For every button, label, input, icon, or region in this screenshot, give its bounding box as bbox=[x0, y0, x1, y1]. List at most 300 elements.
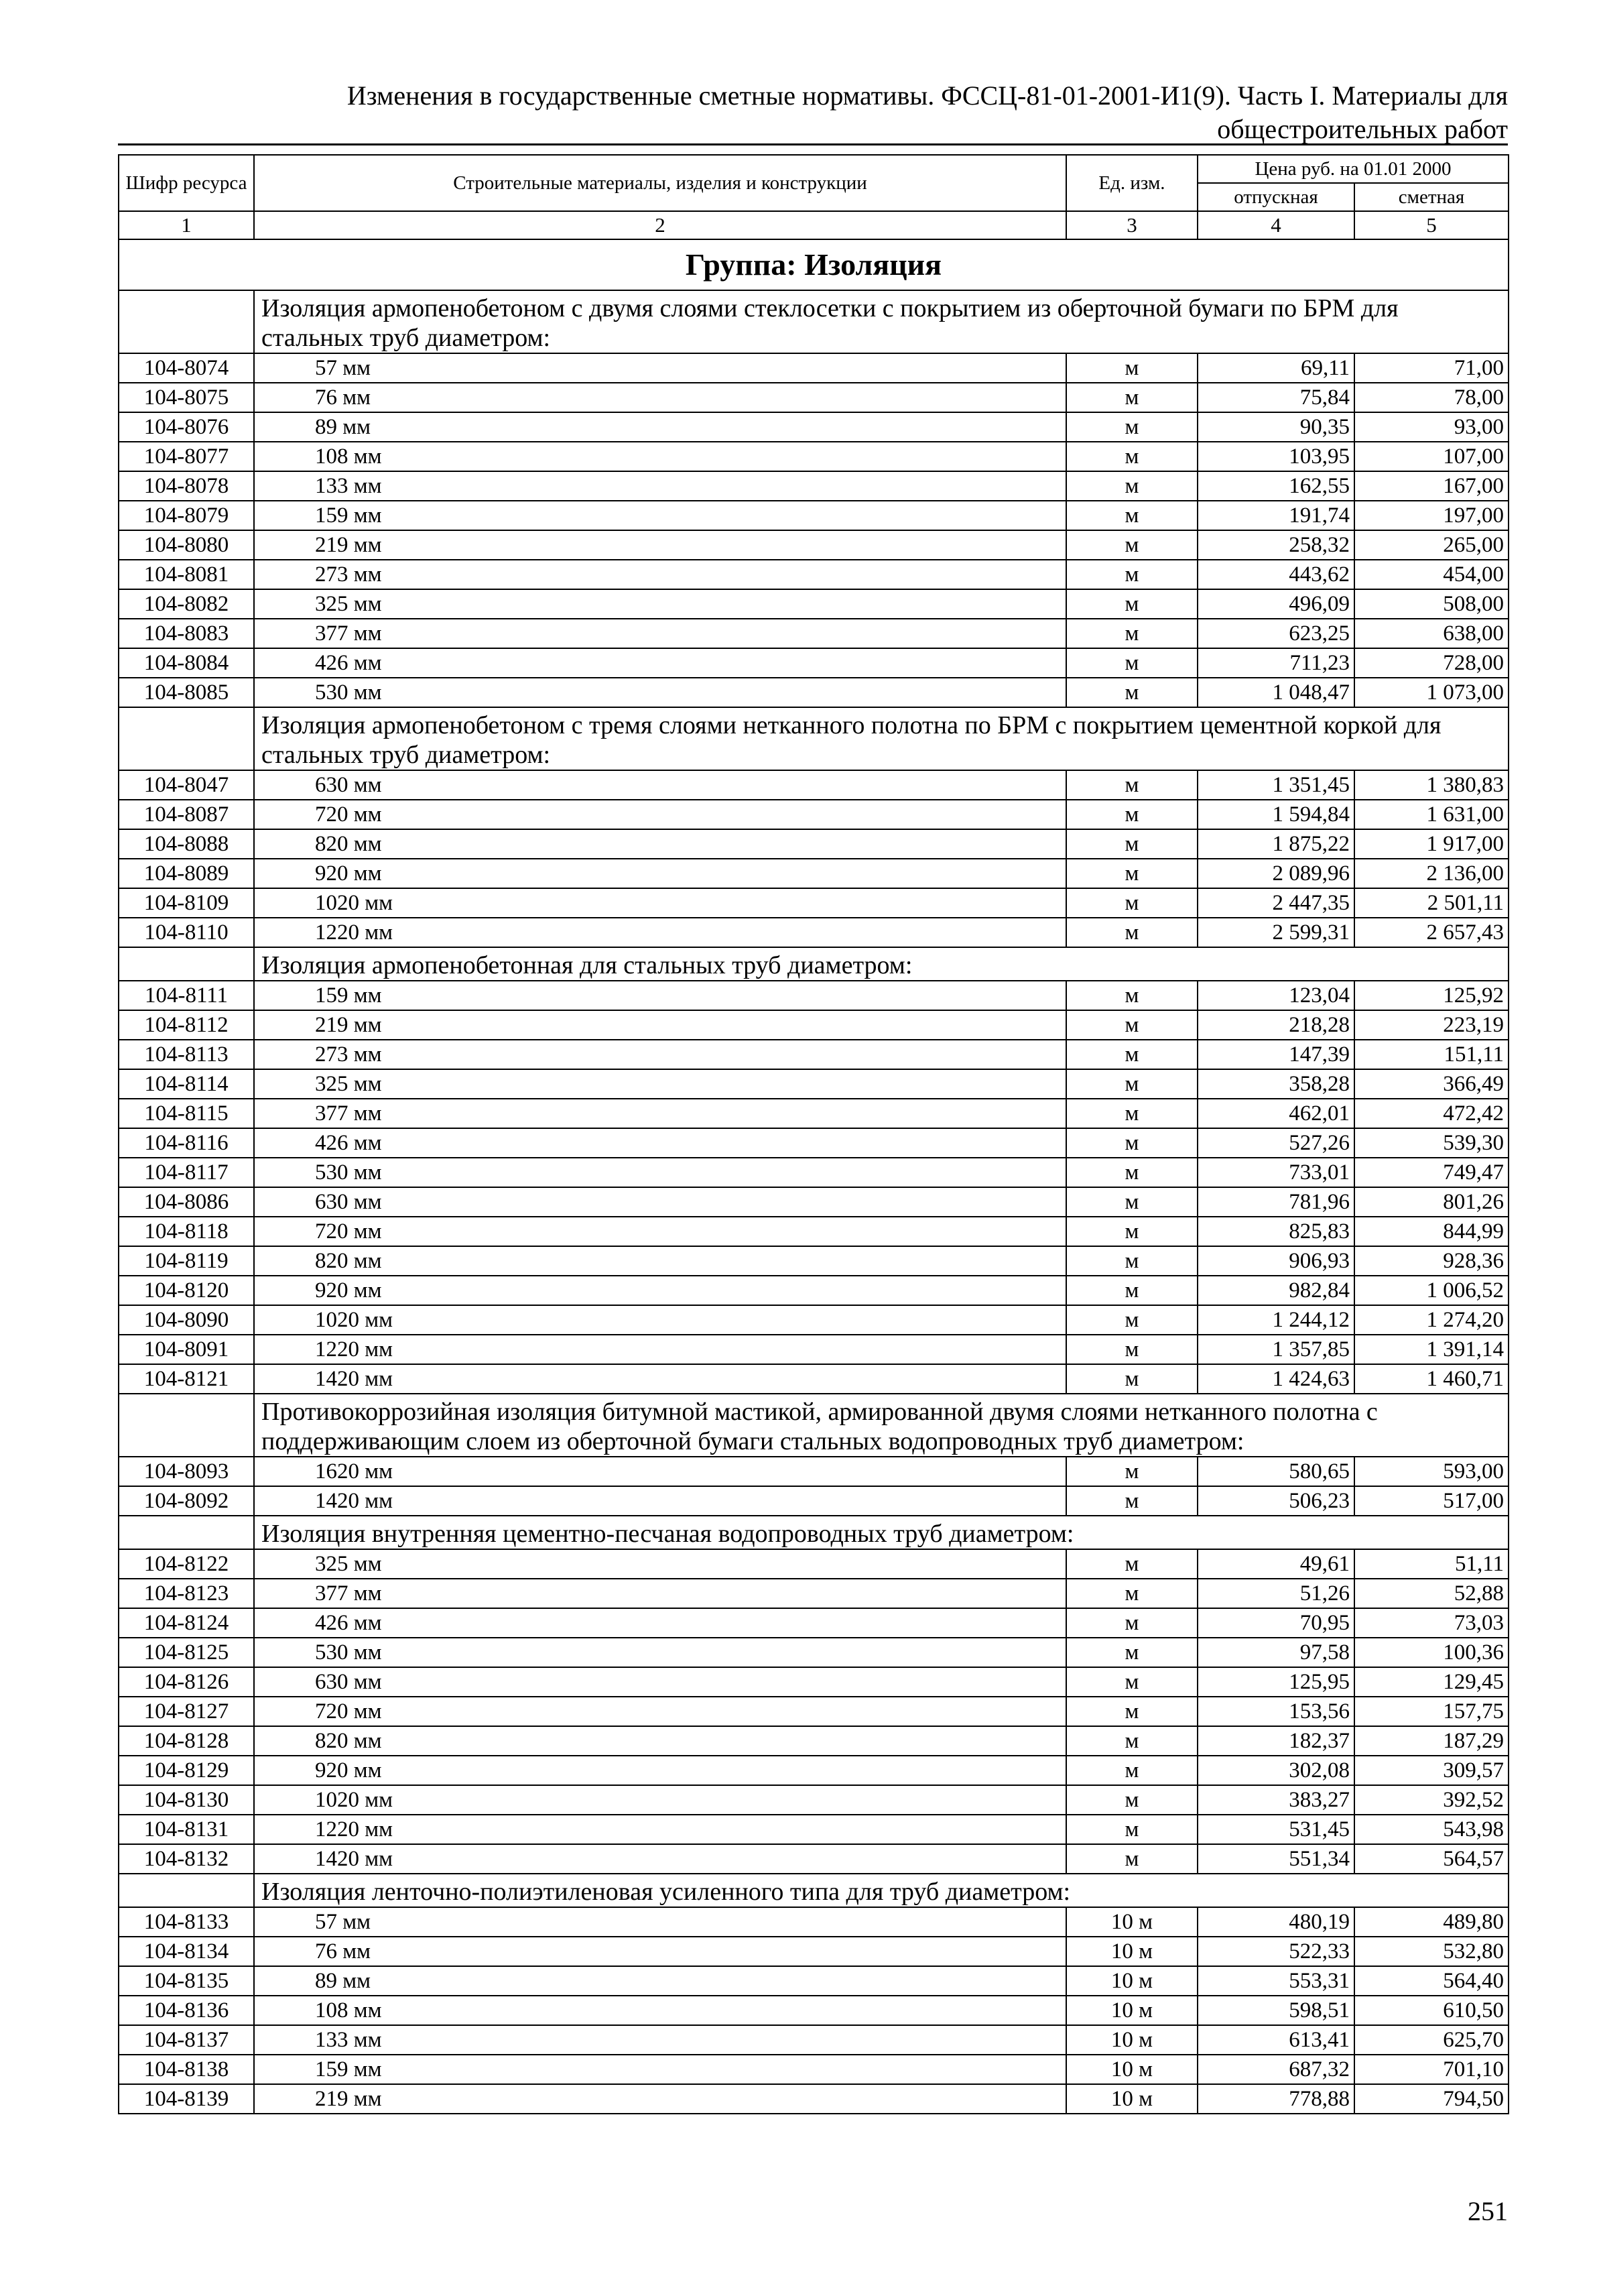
table-row bbox=[119, 1549, 1509, 1579]
row-release-price: 551,34 bbox=[1198, 1844, 1354, 1874]
row-code: 104-8131 bbox=[119, 1815, 254, 1844]
row-release-price: 358,28 bbox=[1198, 1069, 1354, 1099]
row-unit: м bbox=[1066, 1457, 1198, 1486]
row-unit: м bbox=[1066, 1726, 1198, 1756]
row-release-price: 162,55 bbox=[1198, 471, 1354, 501]
table-row bbox=[119, 918, 1509, 947]
section-title: Изоляция ленточно-полиэтиленовая усиленного типа для труб диаметром: bbox=[254, 1874, 1509, 1907]
table-row bbox=[119, 1907, 1509, 1937]
row-code: 104-8134 bbox=[119, 1937, 254, 1966]
row-unit: м bbox=[1066, 1187, 1198, 1217]
header-line-2: общестроительных работ bbox=[1217, 114, 1508, 144]
section-header-row bbox=[119, 1516, 1509, 1549]
row-name: 426 мм bbox=[254, 648, 1066, 678]
row-name: 426 мм bbox=[254, 1608, 1066, 1638]
row-estimate-price: 157,75 bbox=[1354, 1697, 1509, 1726]
row-estimate-price: 1 460,71 bbox=[1354, 1364, 1509, 1394]
row-name: 325 мм bbox=[254, 589, 1066, 619]
table-row bbox=[119, 1697, 1509, 1726]
header-release-price: отпускная bbox=[1198, 183, 1354, 211]
row-release-price: 443,62 bbox=[1198, 560, 1354, 589]
row-release-price: 1 875,22 bbox=[1198, 829, 1354, 859]
row-unit: м bbox=[1066, 1040, 1198, 1069]
row-estimate-price: 532,80 bbox=[1354, 1937, 1509, 1966]
table-row bbox=[119, 1726, 1509, 1756]
row-release-price: 522,33 bbox=[1198, 1937, 1354, 1966]
table-row bbox=[119, 859, 1509, 888]
row-unit: м bbox=[1066, 383, 1198, 412]
table-row bbox=[119, 1667, 1509, 1697]
table-row bbox=[119, 1246, 1509, 1276]
row-release-price: 383,27 bbox=[1198, 1785, 1354, 1815]
row-estimate-price: 489,80 bbox=[1354, 1907, 1509, 1937]
row-code: 104-8076 bbox=[119, 412, 254, 442]
table-row bbox=[119, 1785, 1509, 1815]
row-estimate-price: 125,92 bbox=[1354, 981, 1509, 1010]
page-number: 251 bbox=[1468, 2196, 1508, 2226]
row-code: 104-8114 bbox=[119, 1069, 254, 1099]
table-row bbox=[119, 888, 1509, 918]
row-release-price: 1 048,47 bbox=[1198, 678, 1354, 707]
row-unit: м bbox=[1066, 1785, 1198, 1815]
table-row bbox=[119, 1638, 1509, 1667]
row-name: 76 мм bbox=[254, 1937, 1066, 1966]
row-name: 219 мм bbox=[254, 2084, 1066, 2114]
row-estimate-price: 78,00 bbox=[1354, 383, 1509, 412]
table-row bbox=[119, 471, 1509, 501]
row-name: 530 мм bbox=[254, 1638, 1066, 1667]
row-code: 104-8077 bbox=[119, 442, 254, 471]
section-code-cell bbox=[119, 1874, 254, 1907]
table-row bbox=[119, 412, 1509, 442]
row-code: 104-8120 bbox=[119, 1276, 254, 1305]
row-code: 104-8132 bbox=[119, 1844, 254, 1874]
row-code: 104-8083 bbox=[119, 619, 254, 648]
section-header-row bbox=[119, 290, 1509, 353]
row-unit: м bbox=[1066, 1844, 1198, 1874]
row-unit: м bbox=[1066, 1335, 1198, 1364]
row-name: 720 мм bbox=[254, 1217, 1066, 1246]
row-release-price: 75,84 bbox=[1198, 383, 1354, 412]
row-estimate-price: 167,00 bbox=[1354, 471, 1509, 501]
row-name: 219 мм bbox=[254, 1010, 1066, 1040]
table-row bbox=[119, 1187, 1509, 1217]
table-row bbox=[119, 1099, 1509, 1128]
row-unit: м bbox=[1066, 1667, 1198, 1697]
row-estimate-price: 1 380,83 bbox=[1354, 770, 1509, 800]
row-code: 104-8130 bbox=[119, 1785, 254, 1815]
row-estimate-price: 265,00 bbox=[1354, 530, 1509, 560]
row-estimate-price: 151,11 bbox=[1354, 1040, 1509, 1069]
row-unit: м bbox=[1066, 1364, 1198, 1394]
row-release-price: 1 424,63 bbox=[1198, 1364, 1354, 1394]
row-estimate-price: 593,00 bbox=[1354, 1457, 1509, 1486]
row-name: 133 мм bbox=[254, 2025, 1066, 2055]
table-row bbox=[119, 1815, 1509, 1844]
row-estimate-price: 1 631,00 bbox=[1354, 800, 1509, 829]
row-release-price: 687,32 bbox=[1198, 2055, 1354, 2084]
row-release-price: 97,58 bbox=[1198, 1638, 1354, 1667]
row-release-price: 906,93 bbox=[1198, 1246, 1354, 1276]
table-row bbox=[119, 353, 1509, 383]
row-unit: м bbox=[1066, 981, 1198, 1010]
row-unit: м bbox=[1066, 1128, 1198, 1158]
row-release-price: 302,08 bbox=[1198, 1756, 1354, 1785]
row-estimate-price: 844,99 bbox=[1354, 1217, 1509, 1246]
row-unit: м bbox=[1066, 888, 1198, 918]
row-release-price: 69,11 bbox=[1198, 353, 1354, 383]
page-header bbox=[118, 79, 1508, 146]
row-code: 104-8109 bbox=[119, 888, 254, 918]
header-rule bbox=[118, 143, 1508, 145]
row-code: 104-8121 bbox=[119, 1364, 254, 1394]
row-name: 630 мм bbox=[254, 1187, 1066, 1217]
row-estimate-price: 728,00 bbox=[1354, 648, 1509, 678]
row-code: 104-8093 bbox=[119, 1457, 254, 1486]
row-name: 57 мм bbox=[254, 353, 1066, 383]
row-estimate-price: 564,57 bbox=[1354, 1844, 1509, 1874]
table-row bbox=[119, 1844, 1509, 1874]
header-name: Строительные материалы, изделия и конструкции bbox=[254, 155, 1066, 211]
row-name: 377 мм bbox=[254, 1099, 1066, 1128]
row-unit: м bbox=[1066, 471, 1198, 501]
row-unit: м bbox=[1066, 770, 1198, 800]
row-name: 1020 мм bbox=[254, 1785, 1066, 1815]
row-code: 104-8117 bbox=[119, 1158, 254, 1187]
row-code: 104-8084 bbox=[119, 648, 254, 678]
row-code: 104-8122 bbox=[119, 1549, 254, 1579]
table-row bbox=[119, 678, 1509, 707]
row-release-price: 258,32 bbox=[1198, 530, 1354, 560]
table-header-row bbox=[119, 155, 1509, 183]
row-release-price: 462,01 bbox=[1198, 1099, 1354, 1128]
row-name: 630 мм bbox=[254, 770, 1066, 800]
column-number-row bbox=[119, 211, 1509, 239]
row-estimate-price: 472,42 bbox=[1354, 1099, 1509, 1128]
table-row bbox=[119, 2055, 1509, 2084]
row-estimate-price: 2 136,00 bbox=[1354, 859, 1509, 888]
row-unit: м bbox=[1066, 648, 1198, 678]
row-name: 76 мм bbox=[254, 383, 1066, 412]
row-estimate-price: 129,45 bbox=[1354, 1667, 1509, 1697]
row-code: 104-8125 bbox=[119, 1638, 254, 1667]
table-row bbox=[119, 1217, 1509, 1246]
row-estimate-price: 564,40 bbox=[1354, 1966, 1509, 1996]
row-unit: м bbox=[1066, 412, 1198, 442]
row-estimate-price: 517,00 bbox=[1354, 1486, 1509, 1516]
group-title-row bbox=[119, 239, 1509, 290]
table-row bbox=[119, 800, 1509, 829]
row-unit: м bbox=[1066, 619, 1198, 648]
section-code-cell bbox=[119, 707, 254, 770]
row-estimate-price: 749,47 bbox=[1354, 1158, 1509, 1187]
row-unit: 10 м bbox=[1066, 1966, 1198, 1996]
row-estimate-price: 625,70 bbox=[1354, 2025, 1509, 2055]
row-code: 104-8088 bbox=[119, 829, 254, 859]
table-row bbox=[119, 648, 1509, 678]
group-title: Группа: Изоляция bbox=[119, 239, 1509, 290]
row-code: 104-8110 bbox=[119, 918, 254, 947]
row-code: 104-8113 bbox=[119, 1040, 254, 1069]
row-code: 104-8075 bbox=[119, 383, 254, 412]
row-name: 1620 мм bbox=[254, 1457, 1066, 1486]
header-estimate-price: сметная bbox=[1354, 183, 1509, 211]
row-estimate-price: 366,49 bbox=[1354, 1069, 1509, 1099]
row-release-price: 778,88 bbox=[1198, 2084, 1354, 2114]
table-row bbox=[119, 1966, 1509, 1996]
row-code: 104-8124 bbox=[119, 1608, 254, 1638]
row-estimate-price: 928,36 bbox=[1354, 1246, 1509, 1276]
row-estimate-price: 543,98 bbox=[1354, 1815, 1509, 1844]
row-estimate-price: 2 501,11 bbox=[1354, 888, 1509, 918]
row-name: 219 мм bbox=[254, 530, 1066, 560]
row-unit: м bbox=[1066, 501, 1198, 530]
row-unit: м bbox=[1066, 589, 1198, 619]
row-release-price: 2 447,35 bbox=[1198, 888, 1354, 918]
table-row bbox=[119, 770, 1509, 800]
row-unit: 10 м bbox=[1066, 1907, 1198, 1937]
row-estimate-price: 701,10 bbox=[1354, 2055, 1509, 2084]
row-code: 104-8137 bbox=[119, 2025, 254, 2055]
row-code: 104-8086 bbox=[119, 1187, 254, 1217]
row-unit: м bbox=[1066, 1579, 1198, 1608]
row-unit: м bbox=[1066, 859, 1198, 888]
row-release-price: 191,74 bbox=[1198, 501, 1354, 530]
row-name: 426 мм bbox=[254, 1128, 1066, 1158]
row-unit: м bbox=[1066, 530, 1198, 560]
row-release-price: 527,26 bbox=[1198, 1128, 1354, 1158]
table-row bbox=[119, 2084, 1509, 2114]
row-unit: м bbox=[1066, 1158, 1198, 1187]
row-estimate-price: 508,00 bbox=[1354, 589, 1509, 619]
column-number: 2 bbox=[254, 211, 1066, 239]
row-code: 104-8119 bbox=[119, 1246, 254, 1276]
section-title: Изоляция армопенобетоном с тремя слоями нетканного полотна по БРМ с покрытием цементной коркой для стальных труб диаметром: bbox=[254, 707, 1509, 770]
table-row bbox=[119, 1069, 1509, 1099]
row-release-price: 825,83 bbox=[1198, 1217, 1354, 1246]
row-name: 133 мм bbox=[254, 471, 1066, 501]
row-release-price: 623,25 bbox=[1198, 619, 1354, 648]
row-code: 104-8118 bbox=[119, 1217, 254, 1246]
row-unit: м bbox=[1066, 918, 1198, 947]
row-estimate-price: 71,00 bbox=[1354, 353, 1509, 383]
row-release-price: 613,41 bbox=[1198, 2025, 1354, 2055]
table-row bbox=[119, 1457, 1509, 1486]
section-header-row bbox=[119, 1394, 1509, 1457]
table-row bbox=[119, 981, 1509, 1010]
row-unit: м bbox=[1066, 1305, 1198, 1335]
table-row bbox=[119, 1756, 1509, 1785]
header-unit: Ед. изм. bbox=[1066, 155, 1198, 211]
materials-table bbox=[118, 154, 1509, 2114]
row-name: 1420 мм bbox=[254, 1364, 1066, 1394]
row-name: 273 мм bbox=[254, 560, 1066, 589]
section-title: Изоляция армопенобетонная для стальных труб диаметром: bbox=[254, 947, 1509, 981]
row-name: 920 мм bbox=[254, 859, 1066, 888]
row-unit: м bbox=[1066, 1756, 1198, 1785]
row-name: 630 мм bbox=[254, 1667, 1066, 1697]
row-code: 104-8128 bbox=[119, 1726, 254, 1756]
row-code: 104-8080 bbox=[119, 530, 254, 560]
row-name: 820 мм bbox=[254, 1726, 1066, 1756]
column-number: 3 bbox=[1066, 211, 1198, 239]
row-unit: м bbox=[1066, 678, 1198, 707]
table-row bbox=[119, 1364, 1509, 1394]
section-code-cell bbox=[119, 1516, 254, 1549]
table-row bbox=[119, 442, 1509, 471]
section-code-cell bbox=[119, 947, 254, 981]
row-release-price: 153,56 bbox=[1198, 1697, 1354, 1726]
table-row bbox=[119, 530, 1509, 560]
row-release-price: 733,01 bbox=[1198, 1158, 1354, 1187]
row-name: 1020 мм bbox=[254, 1305, 1066, 1335]
row-release-price: 182,37 bbox=[1198, 1726, 1354, 1756]
row-estimate-price: 93,00 bbox=[1354, 412, 1509, 442]
row-name: 159 мм bbox=[254, 501, 1066, 530]
table-row bbox=[119, 1305, 1509, 1335]
row-estimate-price: 610,50 bbox=[1354, 1996, 1509, 2025]
row-code: 104-8129 bbox=[119, 1756, 254, 1785]
row-estimate-price: 638,00 bbox=[1354, 619, 1509, 648]
table-row bbox=[119, 619, 1509, 648]
row-name: 920 мм bbox=[254, 1276, 1066, 1305]
row-unit: м bbox=[1066, 1815, 1198, 1844]
row-release-price: 531,45 bbox=[1198, 1815, 1354, 1844]
row-unit: 10 м bbox=[1066, 1937, 1198, 1966]
row-code: 104-8115 bbox=[119, 1099, 254, 1128]
row-name: 1220 мм bbox=[254, 918, 1066, 947]
row-code: 104-8111 bbox=[119, 981, 254, 1010]
row-release-price: 480,19 bbox=[1198, 1907, 1354, 1937]
row-name: 820 мм bbox=[254, 829, 1066, 859]
row-name: 89 мм bbox=[254, 1966, 1066, 1996]
row-name: 159 мм bbox=[254, 981, 1066, 1010]
row-estimate-price: 1 391,14 bbox=[1354, 1335, 1509, 1364]
row-name: 1220 мм bbox=[254, 1815, 1066, 1844]
row-code: 104-8087 bbox=[119, 800, 254, 829]
section-title: Противокоррозийная изоляция битумной мастикой, армированной двумя слоями нетканного полотна с поддерживающим слоем из оберточной бумаги стальных водопроводных труб диаметром: bbox=[254, 1394, 1509, 1457]
column-number: 4 bbox=[1198, 211, 1354, 239]
row-code: 104-8079 bbox=[119, 501, 254, 530]
row-estimate-price: 223,19 bbox=[1354, 1010, 1509, 1040]
table-row bbox=[119, 1996, 1509, 2025]
row-name: 89 мм bbox=[254, 412, 1066, 442]
row-unit: 10 м bbox=[1066, 2025, 1198, 2055]
row-release-price: 90,35 bbox=[1198, 412, 1354, 442]
row-code: 104-8074 bbox=[119, 353, 254, 383]
row-estimate-price: 107,00 bbox=[1354, 442, 1509, 471]
row-name: 920 мм bbox=[254, 1756, 1066, 1785]
row-name: 1420 мм bbox=[254, 1486, 1066, 1516]
table-row bbox=[119, 501, 1509, 530]
row-code: 104-8123 bbox=[119, 1579, 254, 1608]
row-release-price: 711,23 bbox=[1198, 648, 1354, 678]
row-release-price: 598,51 bbox=[1198, 1996, 1354, 2025]
row-name: 159 мм bbox=[254, 2055, 1066, 2084]
section-title: Изоляция армопенобетоном с двумя слоями стеклосетки с покрытием из оберточной бумаги по БРМ для стальных труб диаметром: bbox=[254, 290, 1509, 353]
row-estimate-price: 52,88 bbox=[1354, 1579, 1509, 1608]
row-unit: м bbox=[1066, 1069, 1198, 1099]
row-release-price: 580,65 bbox=[1198, 1457, 1354, 1486]
row-unit: м bbox=[1066, 1246, 1198, 1276]
row-unit: 10 м bbox=[1066, 1996, 1198, 2025]
row-code: 104-8133 bbox=[119, 1907, 254, 1937]
row-release-price: 553,31 bbox=[1198, 1966, 1354, 1996]
row-name: 1220 мм bbox=[254, 1335, 1066, 1364]
row-estimate-price: 187,29 bbox=[1354, 1726, 1509, 1756]
header-code: Шифр ресурса bbox=[119, 155, 254, 211]
row-name: 1420 мм bbox=[254, 1844, 1066, 1874]
table-row bbox=[119, 1010, 1509, 1040]
row-estimate-price: 2 657,43 bbox=[1354, 918, 1509, 947]
table-row bbox=[119, 383, 1509, 412]
row-release-price: 2 089,96 bbox=[1198, 859, 1354, 888]
row-unit: м bbox=[1066, 1638, 1198, 1667]
row-name: 530 мм bbox=[254, 1158, 1066, 1187]
table-row bbox=[119, 829, 1509, 859]
row-release-price: 70,95 bbox=[1198, 1608, 1354, 1638]
header-price-group: Цена руб. на 01.01 2000 bbox=[1198, 155, 1509, 183]
row-estimate-price: 454,00 bbox=[1354, 560, 1509, 589]
row-name: 820 мм bbox=[254, 1246, 1066, 1276]
row-name: 720 мм bbox=[254, 1697, 1066, 1726]
row-name: 108 мм bbox=[254, 442, 1066, 471]
row-name: 1020 мм bbox=[254, 888, 1066, 918]
row-code: 104-8116 bbox=[119, 1128, 254, 1158]
row-unit: м bbox=[1066, 442, 1198, 471]
row-code: 104-8089 bbox=[119, 859, 254, 888]
row-code: 104-8092 bbox=[119, 1486, 254, 1516]
row-release-price: 125,95 bbox=[1198, 1667, 1354, 1697]
row-estimate-price: 539,30 bbox=[1354, 1128, 1509, 1158]
row-code: 104-8112 bbox=[119, 1010, 254, 1040]
table-row bbox=[119, 2025, 1509, 2055]
row-estimate-price: 1 006,52 bbox=[1354, 1276, 1509, 1305]
row-estimate-price: 73,03 bbox=[1354, 1608, 1509, 1638]
row-release-price: 781,96 bbox=[1198, 1187, 1354, 1217]
table-row bbox=[119, 1608, 1509, 1638]
row-release-price: 496,09 bbox=[1198, 589, 1354, 619]
row-name: 273 мм bbox=[254, 1040, 1066, 1069]
table-row bbox=[119, 1579, 1509, 1608]
row-estimate-price: 1 073,00 bbox=[1354, 678, 1509, 707]
row-code: 104-8136 bbox=[119, 1996, 254, 2025]
row-code: 104-8138 bbox=[119, 2055, 254, 2084]
row-release-price: 49,61 bbox=[1198, 1549, 1354, 1579]
row-code: 104-8047 bbox=[119, 770, 254, 800]
row-unit: 10 м bbox=[1066, 2084, 1198, 2114]
row-unit: м bbox=[1066, 829, 1198, 859]
row-estimate-price: 197,00 bbox=[1354, 501, 1509, 530]
table-row bbox=[119, 1040, 1509, 1069]
row-unit: м bbox=[1066, 1010, 1198, 1040]
row-release-price: 1 357,85 bbox=[1198, 1335, 1354, 1364]
row-estimate-price: 801,26 bbox=[1354, 1187, 1509, 1217]
row-release-price: 218,28 bbox=[1198, 1010, 1354, 1040]
row-name: 108 мм bbox=[254, 1996, 1066, 2025]
table-row bbox=[119, 1486, 1509, 1516]
row-unit: м bbox=[1066, 560, 1198, 589]
row-code: 104-8091 bbox=[119, 1335, 254, 1364]
row-name: 530 мм bbox=[254, 678, 1066, 707]
section-code-cell bbox=[119, 290, 254, 353]
row-unit: м bbox=[1066, 353, 1198, 383]
table-row bbox=[119, 589, 1509, 619]
row-name: 325 мм bbox=[254, 1549, 1066, 1579]
table-row bbox=[119, 1128, 1509, 1158]
row-code: 104-8078 bbox=[119, 471, 254, 501]
row-estimate-price: 309,57 bbox=[1354, 1756, 1509, 1785]
